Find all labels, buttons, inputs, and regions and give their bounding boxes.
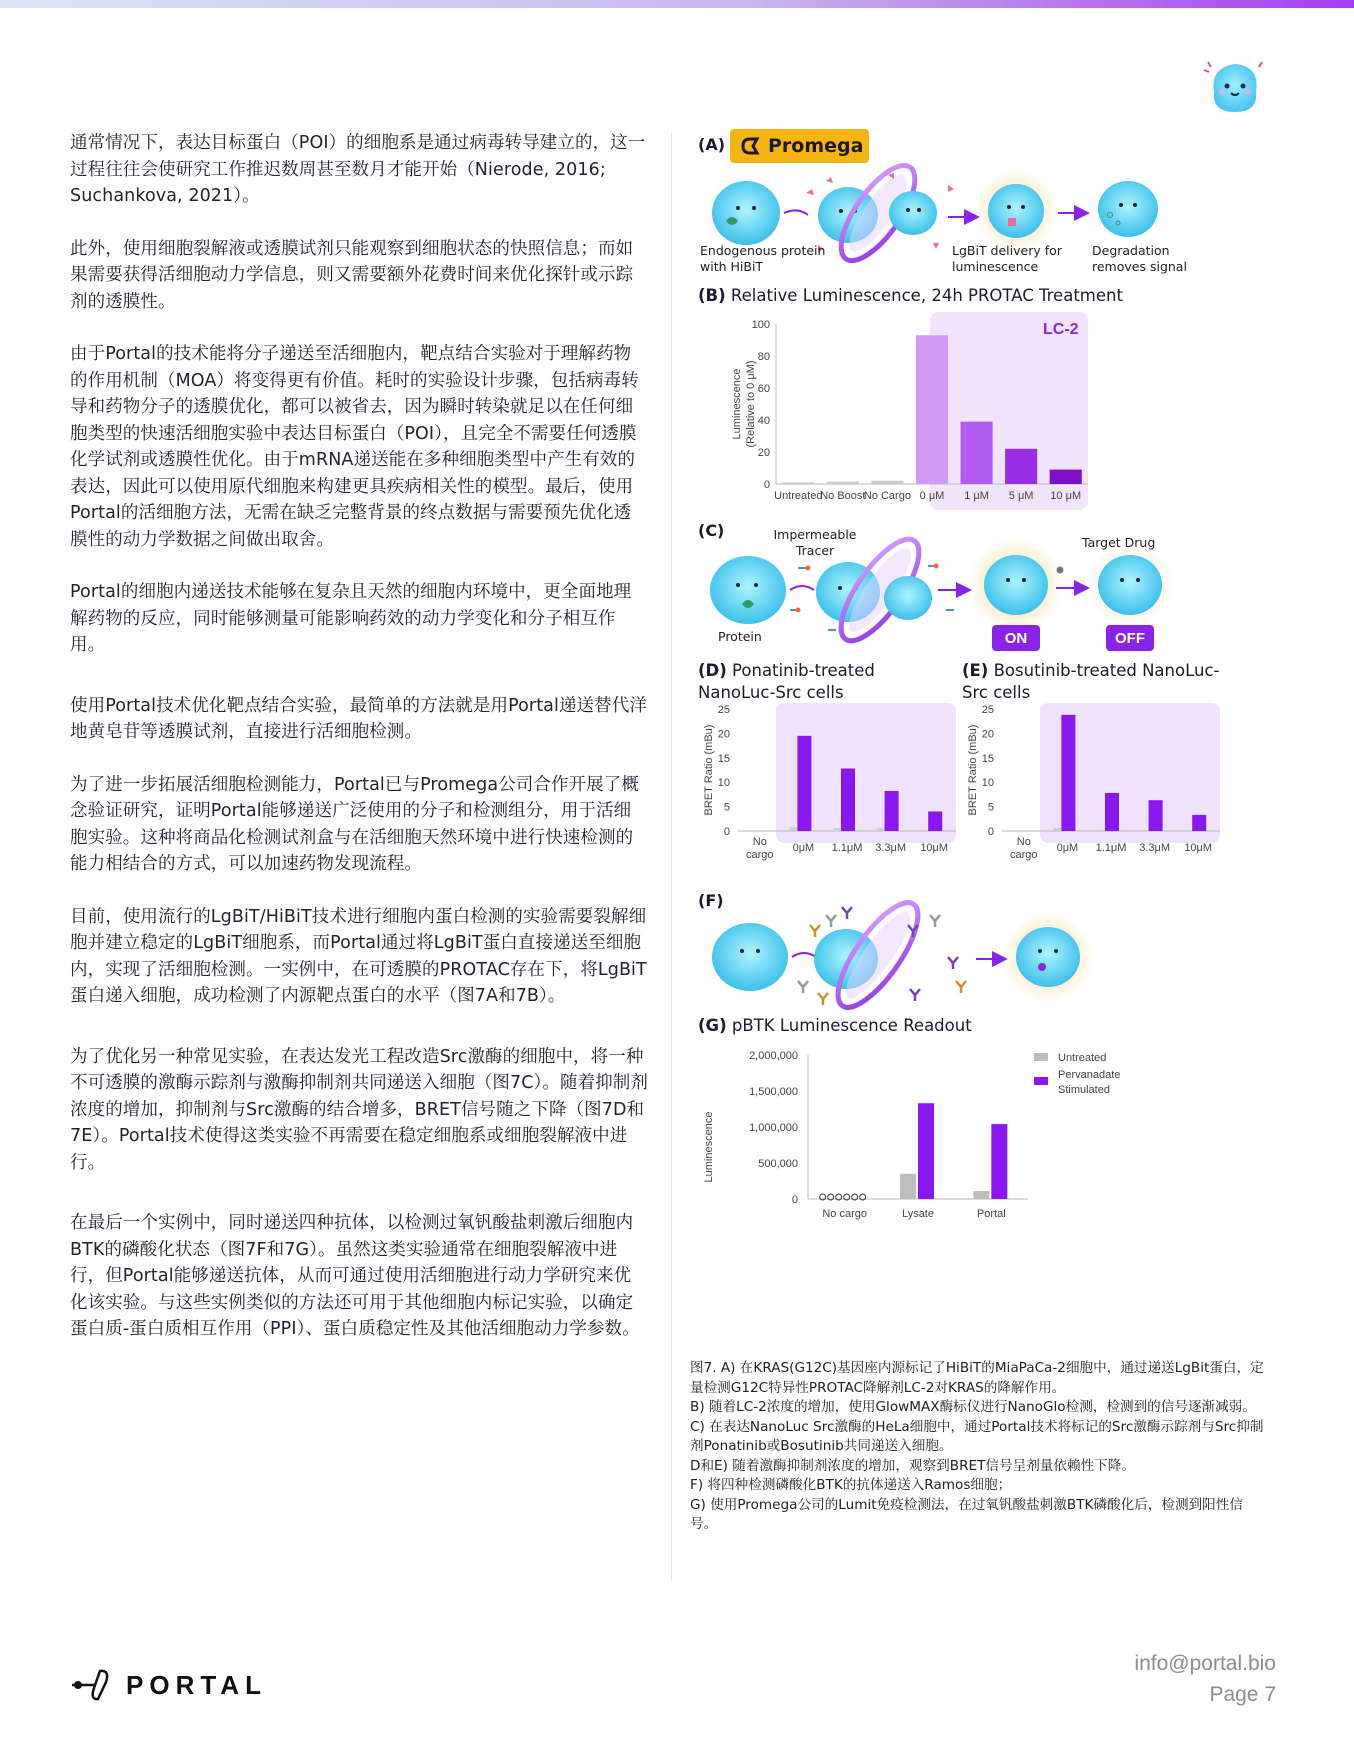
cell-c1-icon (710, 556, 786, 624)
panel-e-label: (E) (962, 661, 989, 680)
chart-b-y-tick: 0 (763, 479, 770, 491)
body-paragraph: 在最后一个实例中，同时递送四种抗体，以检测过氧钒酸盐刺激后细胞内BTK的磷酸化状态（图7F和7G）。虽然这类实验通常在细胞裂解液中进行，但Portal能够递送抗体，从而可通过使用活细胞进行动力学研究来优化该实验。与这些实例类似的方法还可用于其他细胞内标记实验，以确定蛋白质-蛋白质相互作用（PPI）、蛋白质稳定性及其他活细胞动力学参数。 (70, 1213, 640, 1339)
panel-d-label: (D) (698, 661, 727, 680)
chart-b (698, 310, 1098, 510)
chart-bar (885, 791, 899, 831)
footer-logo (70, 1668, 267, 1702)
chart-b-y-label-line1: Luminescence (731, 368, 743, 440)
panel-d-title: Ponatinib-treated NanoLuc-Src cells (698, 661, 875, 702)
promega-logo-icon (739, 136, 761, 156)
cell-5-icon (1098, 181, 1158, 237)
cell-c5-icon (1086, 541, 1174, 629)
chart-b-x-tick: 1 μM (964, 490, 989, 502)
legend-label-stimulated: Stimulated (1058, 1084, 1110, 1096)
panel-e-heading (962, 660, 1222, 704)
body-text-column (70, 130, 648, 1343)
chart-x-tick: 3.3μM (875, 842, 906, 854)
footer-email[interactable]: info@portal.bio (1134, 1652, 1276, 1675)
column-divider (671, 133, 672, 1581)
panel-f-label: (F) (698, 891, 724, 910)
cell-3-icon (889, 191, 937, 235)
chart-bar (841, 769, 855, 831)
chart-x-tick: No (1016, 836, 1031, 848)
panel-b-label: (B) (698, 286, 726, 305)
chart-x-tick: 3.3μM (1139, 842, 1170, 854)
chart-b-bar (827, 482, 859, 484)
chart-g-y-tick: 1,000,000 (749, 1122, 798, 1134)
legend-label-stimulated: Pervanadate (1058, 1069, 1121, 1081)
chart-y-tick: 15 (717, 752, 730, 765)
panel-c-protein-label: Protein (718, 629, 762, 644)
body-paragraph: 为了优化另一种常见实验，在表达发光工程改造Src激酶的细胞中，将一种不可透膜的激酶示踪剂与激酶抑制剂共同递送入细胞（图7C）。随着抑制剂浓度的增加，抑制剂与Src激酶的结合增多，BRET信号随之下降（图7D和7E）。Portal技术使得这类实验不再需要在稳定细胞系或细胞裂解液中进行。 (70, 1046, 649, 1173)
chart-b-x-tick: 5 μM (1008, 490, 1034, 502)
chart-g-bar-untreated (973, 1191, 989, 1199)
chart-b-bar (1005, 449, 1037, 484)
panel-c-drug-label: Target Drug (1082, 535, 1156, 550)
chart-y-tick: 15 (981, 752, 994, 765)
cell-c3-icon (884, 576, 932, 620)
caption-line: 图7. A) 在KRAS(G12C)基因座内源标记了HiBiT的MiaPaCa-2细胞中，通过递送LgBit蛋白，定量检测G12C特异性PROTAC降解剂LC-2对KRAS的降解作用。 (690, 1360, 1264, 1396)
chart-x-tick: 0μM (792, 842, 815, 854)
body-paragraph: 通常情况下，表达目标蛋白（POI）的细胞系是通过病毒转导建立的，这一过程往往会使研究工作推迟数周甚至数月才能开始（Nierode, 2016; Suchankova, 2021）。 (70, 133, 646, 206)
panel-a-label: (A) (698, 135, 726, 154)
on-badge: ON (992, 625, 1040, 651)
chart-b-bar (916, 335, 948, 484)
chart-g (698, 1041, 1238, 1231)
panel-b-heading (698, 285, 1123, 307)
chart-b-bar (782, 482, 814, 484)
caption-line: D和E) 随着激酶抑制剂浓度的增加，观察到BRET信号呈剂量依赖性下降。 (690, 1457, 1135, 1474)
cell-c4-icon (968, 537, 1064, 633)
chart-g-x-tick: No cargo (822, 1208, 867, 1220)
cell-1-icon (712, 181, 780, 245)
cell-4-icon (974, 169, 1058, 253)
panel-c-label: (C) (698, 521, 725, 540)
chart-x-tick: 0μM (1056, 842, 1079, 854)
chart-x-tick: 1.1μM (1095, 842, 1127, 854)
chart-g-bar-untreated (900, 1174, 916, 1199)
chart-x-tick: 10μM (920, 842, 949, 854)
cell-f1-icon (712, 923, 788, 991)
body-paragraph: 目前，使用流行的LgBiT/HiBiT技术进行细胞内蛋白检测的实验需要裂解细胞并建立稳定的LgBiT细胞系，而Portal通过将LgBiT蛋白直接递送至细胞内，实现了活细胞检测。一实例中，在可透膜的PROTAC存在下，将LgBiT蛋白递入细胞，成功检测了内源靶点蛋白的水平（图7A和7B）。 (70, 906, 647, 1006)
panel-d-heading (698, 660, 938, 704)
promega-logo (730, 129, 869, 163)
legend-label-untreated: Untreated (1058, 1052, 1107, 1064)
chart-g-y-tick: 500,000 (758, 1158, 798, 1170)
panel-g-title: pBTK Luminescence Readout (731, 1016, 972, 1035)
chart-b-x-tick: 10 μM (1050, 490, 1082, 502)
chart-b-inset-label: LC-2 (1043, 321, 1079, 338)
chart-y-tick: 25 (981, 704, 994, 716)
portal-logo-icon (70, 1668, 116, 1702)
chart-x-tick: cargo (746, 849, 774, 861)
legend-swatch-untreated (1034, 1053, 1048, 1061)
panel-a-caption-3: Degradation removes signal (1092, 243, 1187, 274)
chart-b-x-tick: No Boost (820, 490, 866, 502)
chart-bar (797, 736, 811, 831)
chart-g-x-tick: Portal (976, 1208, 1006, 1220)
footer-logo-text: PORTAL (126, 1669, 267, 1700)
body-paragraph: 使用Portal技术优化靶点结合实验，最简单的方法就是用Portal递送替代洋地黄皂苷等透膜试剂，直接进行活细胞检测。 (70, 695, 647, 742)
page-number: Page 7 (1209, 1683, 1276, 1706)
chart-b-bar (871, 481, 903, 484)
chart-y-tick: 20 (717, 728, 730, 741)
chart-x-tick: 1.1μM (831, 842, 863, 854)
chart-x-tick: cargo (1010, 849, 1038, 861)
chart-b-y-tick: 20 (757, 447, 770, 459)
caption-line: C) 在表达NanoLuc Src激酶的HeLa细胞中，通过Portal技术将标记的Src激酶示踪剂与Src抑制剂Ponatinib或Bosutinib共同递送入细胞。 (690, 1418, 1264, 1454)
chart-y-tick: 10 (717, 777, 730, 790)
chart-bar (1105, 793, 1119, 831)
body-paragraph: 为了进一步拓展活细胞检测能力，Portal已与Promega公司合作开展了概念验证研究，证明Portal能够递送广泛使用的分子和检测组分，用于活细胞实验。这种将商品化检测试剂盒与在活细胞天然环境中进行快速检测的能力相结合的方式，可以加速药物发现流程。 (70, 774, 639, 874)
chart-g-bar-stimulated (991, 1124, 1007, 1199)
chart-b-y-tick: 80 (757, 351, 770, 363)
chart-bar (1149, 800, 1163, 831)
chart-b-x-tick: 0 μM (919, 490, 945, 502)
chart-y-label: BRET Ratio (mBu) (967, 724, 979, 816)
panel-a-caption-1: Endogenous protein with HiBiT (700, 243, 826, 274)
chart-g-y-tick: 1,500,000 (749, 1086, 798, 1098)
caption-line: G) 使用Promega公司的Lumit免疫检测法，在过氧钒酸盐刺激BTK磷酸化后，检测到阳性信号。 (690, 1496, 1243, 1532)
chart-bar (928, 811, 942, 831)
panel-a-caption-2: LgBiT delivery for luminescence (952, 243, 1062, 274)
chart-g-bar-stimulated (918, 1103, 934, 1199)
chart-g-y-tick: 2,000,000 (749, 1050, 798, 1062)
chart-b-y-tick: 100 (751, 319, 770, 331)
chart-y-tick: 5 (723, 801, 730, 814)
mascot-icon (1200, 52, 1270, 118)
caption-line: F) 将四种检测磷酸化BTK的抗体递送入Ramos细胞； (690, 1477, 1012, 1493)
figure-caption (690, 1359, 1270, 1535)
chart-y-label: BRET Ratio (mBu) (703, 724, 715, 816)
chart-y-tick: 10 (981, 777, 994, 790)
chart-e (962, 699, 1224, 871)
panel-f-illustration (698, 885, 1118, 1015)
chart-bar (1192, 815, 1206, 831)
chart-b-x-tick: Untreated (774, 490, 823, 502)
off-badge: OFF (1106, 625, 1154, 651)
chart-b-y-tick: 40 (757, 415, 770, 427)
cell-f3-icon (1002, 911, 1094, 1003)
chart-g-x-tick: Lysate (901, 1208, 935, 1220)
panel-g-label: (G) (698, 1016, 727, 1035)
chart-y-tick: 0 (723, 826, 730, 838)
chart-x-tick: No (752, 836, 767, 848)
chart-b-y-label-line2: (Relative to 0 μM) (745, 360, 757, 448)
chart-g-y-tick: 0 (791, 1194, 798, 1206)
figure-7 (690, 125, 1290, 1585)
chart-b-bar (961, 422, 993, 484)
body-paragraph: Portal的细胞内递送技术能够在复杂且天然的细胞内环境中，更全面地理解药物的反应，同时能够测量可能影响药效的动力学变化和分子相互作用。 (70, 582, 632, 655)
legend-swatch-stimulated (1034, 1077, 1048, 1085)
body-paragraph: 由于Portal的技术能将分子递送至活细胞内，靶点结合实验对于理解药物的作用机制（MOA）将变得更有价值。耗时的实验设计步骤，包括病毒转导和药物分子的透膜优化，都可以被省去，因为瞬时转染就足以在任何细胞类型的快速活细胞实验中表达目标蛋白（POI），且完全不需要任何透膜化学试剂或透膜性优化。由于mRNA递送能在多种细胞类型中产生有效的表达，因此可以使用原代细胞来构建更具疾病相关性的模型。最后，使用Portal的活细胞方法，无需在缺乏完整背景的终点数据与需要预先优化透膜性的动力学数据之间做出取舍。 (70, 344, 639, 550)
chart-d (698, 699, 960, 871)
panel-c-tracer-label: Impermeable Tracer (773, 527, 857, 558)
caption-line: B) 随着LC-2浓度的增加，使用GlowMAX酶标仪进行NanoGlo检测，检测到的信号逐渐减弱。 (690, 1399, 1256, 1415)
chart-y-tick: 25 (717, 704, 730, 716)
chart-b-bar (1050, 470, 1082, 484)
header-gradient-bar (0, 0, 1354, 8)
chart-y-tick: 20 (981, 728, 994, 741)
chart-x-tick: 10μM (1184, 842, 1213, 854)
chart-bar (1061, 715, 1075, 831)
panel-g-heading (698, 1015, 972, 1037)
body-paragraph: 此外，使用细胞裂解液或透膜试剂只能观察到细胞状态的快照信息；而如果需要获得活细胞动力学信息，则又需要额外花费时间来优化探针或示踪剂的透膜性。 (70, 238, 634, 312)
chart-g-y-label: Luminescence (703, 1111, 715, 1183)
chart-b-y-tick: 60 (757, 383, 770, 395)
chart-y-tick: 5 (987, 801, 994, 814)
chart-b-x-tick: No Cargo (863, 490, 911, 502)
promega-brand-text: Promega (768, 135, 864, 157)
panel-b-title: Relative Luminescence, 24h PROTAC Treatment (730, 286, 1123, 305)
panel-e-title: Bosutinib-treated NanoLuc-Src cells (962, 661, 1220, 702)
chart-y-tick: 0 (987, 826, 994, 838)
